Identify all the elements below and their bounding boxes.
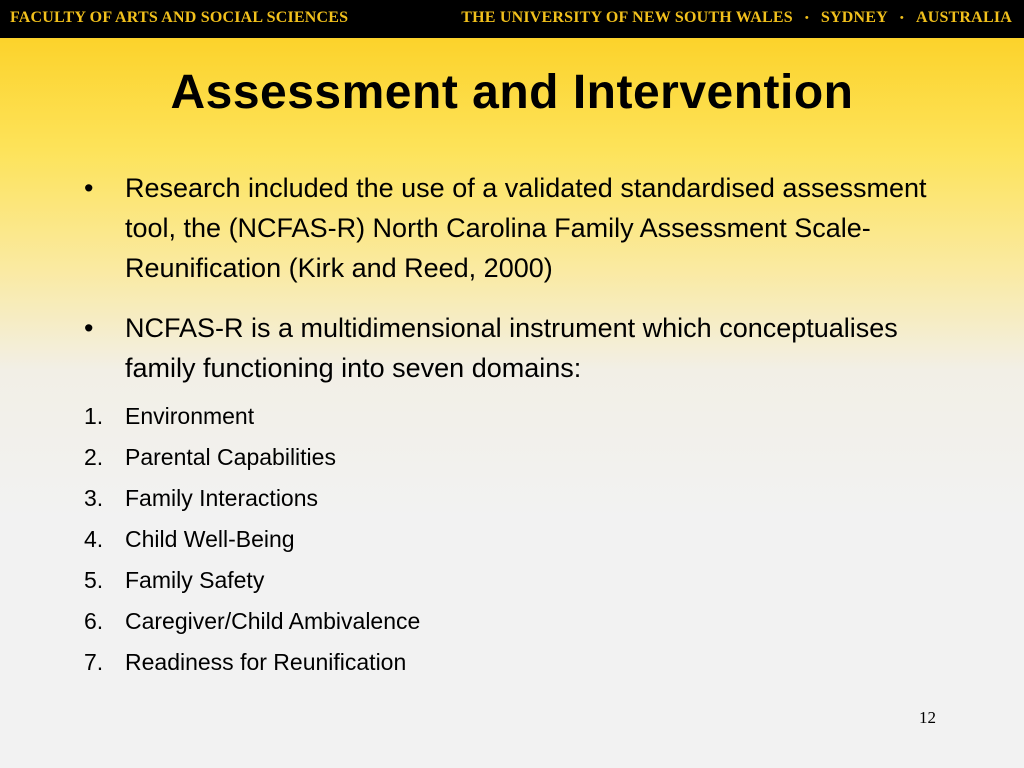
domain-label: Family Interactions (125, 485, 319, 511)
bullet-item (84, 168, 964, 288)
header-banner (0, 0, 1024, 38)
domain-item-caregiver-child-ambivalence (84, 601, 420, 642)
university-banner (461, 9, 1012, 27)
domain-item-readiness-for-reunification (84, 642, 420, 683)
domain-number: 7. (84, 649, 104, 675)
domain-number: 6. (84, 608, 104, 634)
university-name: THE UNIVERSITY OF NEW SOUTH WALES (461, 9, 793, 26)
domain-item-environment (84, 396, 420, 437)
domain-number: 1. (84, 403, 104, 429)
domain-number: 5. (84, 567, 104, 593)
domain-item-family-interactions (84, 478, 420, 519)
domain-list (84, 396, 420, 683)
domain-number: 2. (84, 444, 104, 470)
domain-label: Parental Capabilities (125, 444, 336, 470)
domain-label: Environment (125, 403, 255, 429)
domain-number: 3. (84, 485, 104, 511)
domain-item-parental-capabilities (84, 437, 420, 478)
domain-label: Family Safety (125, 567, 265, 593)
bullet-text: NCFAS-R is a multidimensional instrument which conceptualises family functioning into seven domains: (125, 313, 898, 383)
city-name: SYDNEY (820, 9, 888, 26)
separator-dot-2: • (899, 11, 904, 24)
bullet-marker: • (84, 173, 94, 203)
domain-label: Caregiver/Child Ambivalence (125, 608, 421, 634)
domain-number: 4. (84, 526, 104, 552)
separator-dot-1: • (804, 11, 809, 24)
bullet-list (84, 168, 964, 408)
bullet-item (84, 308, 964, 388)
slide-title: Assessment and Intervention (170, 66, 854, 119)
country-name: AUSTRALIA (915, 9, 1012, 26)
bullet-text: Research included the use of a validated standardised assessment tool, the (NCFAS-R) North Carolina Family Assessment Scale-Reunification (Kirk and Reed, 2000) (125, 173, 927, 283)
domain-item-family-safety (84, 560, 420, 601)
page-number: 12 (919, 708, 936, 727)
bullet-marker: • (84, 313, 94, 343)
domain-item-child-well-being (84, 519, 420, 560)
domain-label: Readiness for Reunification (125, 649, 407, 675)
domain-label: Child Well-Being (125, 526, 295, 552)
faculty-name: FACULTY OF ARTS AND SOCIAL SCIENCES (10, 9, 349, 26)
